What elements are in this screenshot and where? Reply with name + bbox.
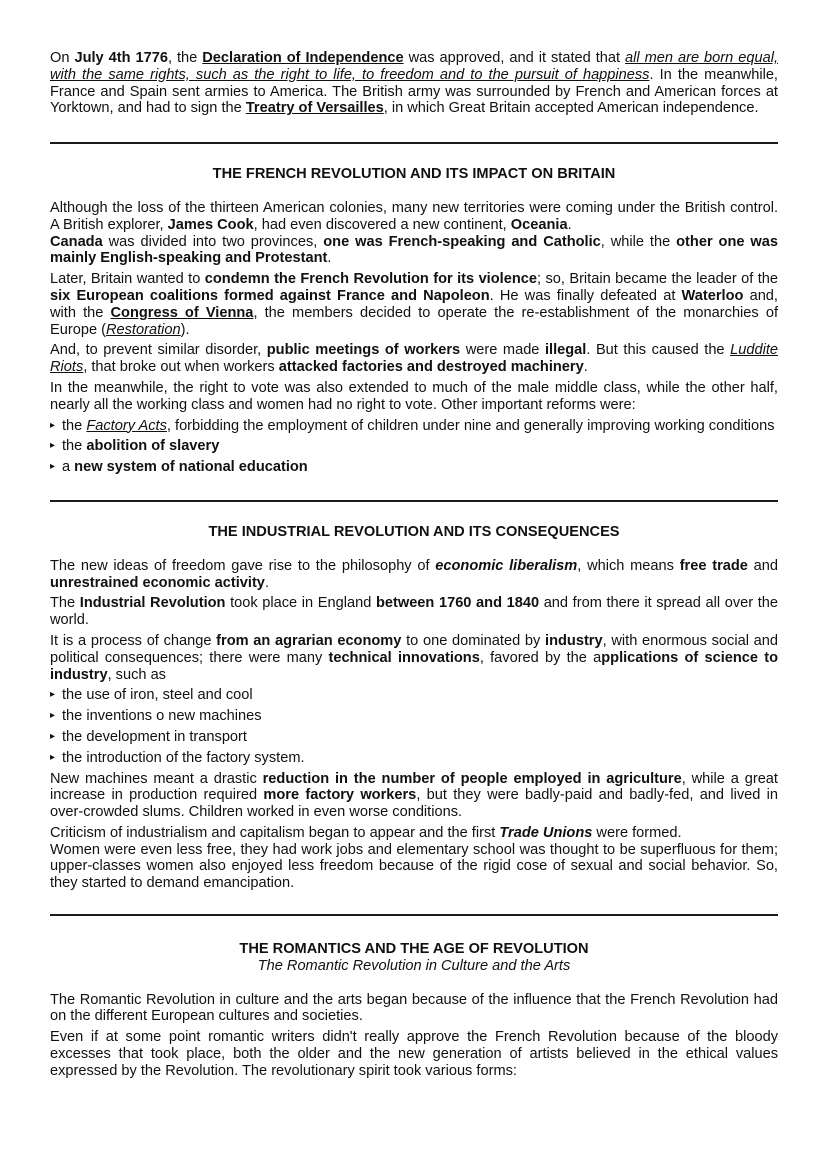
section-heading-industrial-revolution: THE INDUSTRIAL REVOLUTION AND ITS CONSEQUENCES <box>208 523 620 540</box>
section1-paragraph-1: Although the loss of the thirteen American colonies, many new territories were coming under the British control. A British explorer, James Cook, had even discovered a new continent, Oceania. <box>50 199 778 233</box>
intro-paragraph: On July 4th 1776, the Declaration of Independence was approved, and it stated that all men are born equal, with the same rights, such as the right to life, to freedom and to the pursuit of happiness. In the meanwhile, France and Spain sent armies to America. The British army was surrounded by French and American forces at Yorktown, and had to sign the Treatry of Versailles, in which Great Britain accepted American independence. <box>50 50 778 117</box>
bullet-icon: ▸ <box>50 440 56 452</box>
bullet-icon: ▸ <box>50 461 56 473</box>
section-heading-romantics: THE ROMANTICS AND THE AGE OF REVOLUTION <box>239 941 589 958</box>
bullet-icon: ▸ <box>50 689 56 701</box>
list-item: ▸ the use of iron, steel and cool <box>50 687 253 704</box>
section2-paragraph-1: The new ideas of freedom gave rise to the philosophy of economic liberalism, which means free trade and unrestrained economic activity. <box>50 557 778 591</box>
section-divider <box>50 142 778 144</box>
section-divider <box>50 914 778 916</box>
declaration-quote: all men are born equal, with the same rights, such as the right to life, to freedom and to the pursuit of happiness <box>50 50 778 83</box>
section3-paragraph-2: Even if at some point romantic writers didn't really approve the French Revolution because of the bloody excesses that took place, both the older and the new generation of artists believed in the ethical values expressed by the Revolution. The revolutionary spirit took various forms: <box>50 1029 778 1079</box>
list-item: ▸ a new system of national education <box>50 459 308 476</box>
reforms-list <box>50 418 778 476</box>
bullet-icon: ▸ <box>50 730 56 742</box>
section-divider <box>50 500 778 502</box>
list-item: ▸ the abolition of slavery <box>50 438 220 455</box>
section-heading-french-revolution: THE FRENCH REVOLUTION AND ITS IMPACT ON BRITAIN <box>212 166 616 183</box>
section1-paragraph-3: Later, Britain wanted to condemn the French Revolution for its violence; so, Britain became the leader of the six European coalitions formed against France and Napoleon. He was finally defeated at Waterloo and, with the Congress of Vienna, the members decided to operate the re-establishment of the monarchies of Europe (Restoration). <box>50 271 779 338</box>
bullet-icon: ▸ <box>50 419 56 431</box>
congress-of-vienna: Congress of Vienna <box>110 304 254 321</box>
section2-paragraph-5: Criticism of industrialism and capitalism began to appear and the first Trade Unions were formed. <box>50 824 682 841</box>
section3-paragraph-1: The Romantic Revolution in culture and the arts began because of the influence that the French Revolution had on the different European cultures and societies. <box>50 991 778 1025</box>
section2-paragraph-2: The Industrial Revolution took place in England between 1760 and 1840 and from there it spread all over the world. <box>50 595 779 629</box>
date-july-4-1776: July 4th 1776 <box>74 50 168 66</box>
section-subheading: The Romantic Revolution in Culture and the Arts <box>257 957 571 974</box>
restoration: Restoration <box>105 321 181 338</box>
list-item: ▸ the inventions o new machines <box>50 708 262 725</box>
section1-paragraph-5: In the meanwhile, the right to vote was also extended to much of the male middle class, while the other half, nearly all the working class and women had no right to vote. Other important reforms were: <box>50 379 778 413</box>
bullet-icon: ▸ <box>50 710 56 722</box>
luddite-riots: Luddite Riots <box>50 342 778 376</box>
list-item: ▸ the introduction of the factory system. <box>50 749 305 766</box>
section2-paragraph-3: It is a process of change from an agrarian economy to one dominated by industry, with enormous social and political consequences; there were many technical innovations, favored by the applications of science to industry, such as <box>50 632 778 683</box>
section2-paragraph-6: Women were even less free, they had work jobs and elementary school was thought to be superfluous for them; upper-classes women also enjoyed less freedom because of the rigid cose of sexual and social behavior. So, they started to demand emancipation. <box>50 841 778 892</box>
section1-paragraph-2: Canada was divided into two provinces, one was French-speaking and Catholic, while the other one was mainly English-speaking and Protestant. <box>50 233 779 267</box>
treaty-of-versailles: Treatry of Versailles <box>245 100 384 117</box>
innovations-list <box>50 687 778 766</box>
document-page <box>50 50 778 1080</box>
section2-paragraph-4: New machines meant a drastic reduction in the number of people employed in agriculture, while a great increase in production required more factory workers, but they were badly-paid and badly-fed, and lived in over-crowded slums. Children worked in even worse conditions. <box>50 770 778 821</box>
list-item: ▸ the Factory Acts, forbidding the employment of children under nine and generally improving working conditions <box>50 417 775 434</box>
list-item: ▸ the development in transport <box>50 728 247 745</box>
section1-paragraph-4: And, to prevent similar disorder, public meetings of workers were made illegal. But this caused the Luddite Riots, that broke out when workers attacked factories and destroyed machinery. <box>50 342 778 376</box>
bullet-icon: ▸ <box>50 751 56 763</box>
factory-acts: Factory Acts <box>86 417 167 434</box>
declaration-of-independence: Declaration of Independence <box>202 50 404 66</box>
